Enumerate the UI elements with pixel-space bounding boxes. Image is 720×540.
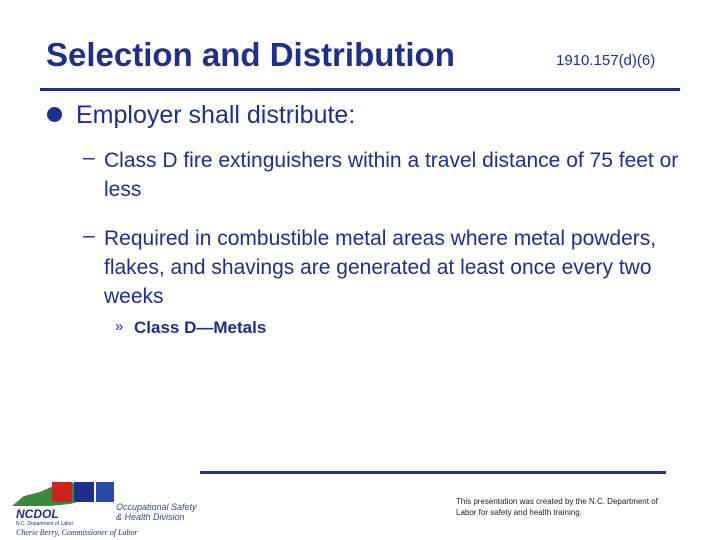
dash-icon: – xyxy=(83,224,95,247)
footer-note: This presentation was created by the N.C. Department of Labor for safety and health training. xyxy=(456,497,658,517)
title-divider xyxy=(40,88,680,91)
logo-name: NCDOL xyxy=(16,507,59,521)
labor-icon xyxy=(96,482,114,502)
standard-reference: 1910.157(d)(6) xyxy=(556,52,656,69)
slide-title: Selection and Distribution xyxy=(46,36,455,73)
bullet-dot-icon xyxy=(47,107,62,122)
logo-tagline: N.C. Department of Labor xyxy=(16,521,74,527)
sub-bullet-1: Class D fire extinguishers within a travel distance of 75 feet or less xyxy=(104,149,679,201)
safety-icon xyxy=(52,482,72,502)
main-bullet: Employer shall distribute: xyxy=(76,101,356,129)
nc-state-map-icon xyxy=(12,482,84,506)
dash-icon: – xyxy=(83,146,95,169)
division-line-1: Occupational Safety xyxy=(116,502,197,512)
sub-sub-bullet: Class D—Metals xyxy=(134,318,267,337)
division-line-2: & Health Division xyxy=(116,512,185,522)
health-icon xyxy=(74,482,94,502)
commissioner-line: Cherie Berry, Commissioner of Labor xyxy=(16,528,138,537)
footer-divider xyxy=(200,471,666,474)
sub-bullet-2: Required in combustible metal areas where metal powders, flakes, and shavings are generated at least once every two weeks xyxy=(104,227,657,308)
double-chevron-icon: » xyxy=(115,318,124,335)
ncdol-logo xyxy=(10,474,205,538)
